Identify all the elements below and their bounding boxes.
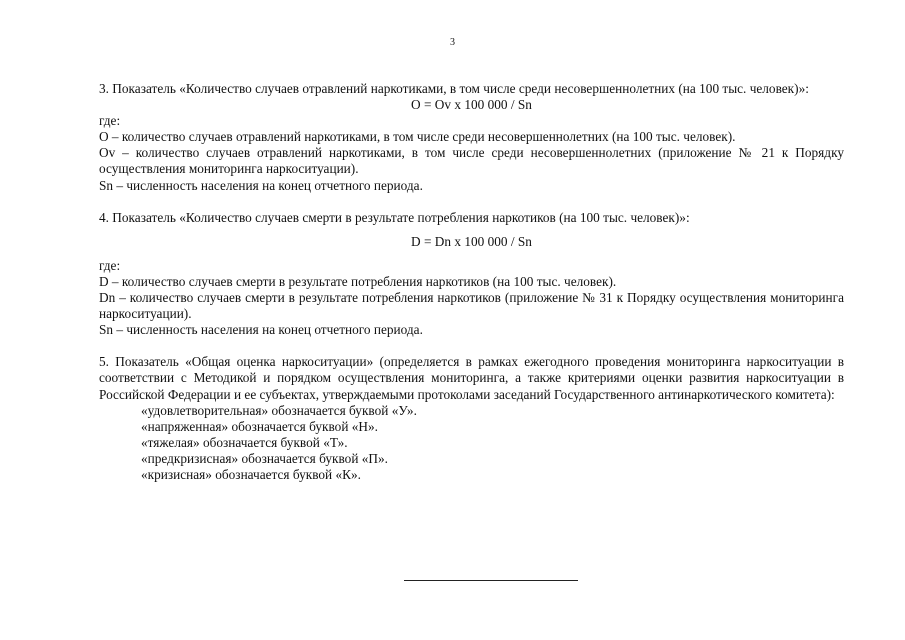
section-4-title: 4. Показатель «Количество случаев смерти в результате потребления наркотиков (на 100 тыс. человек)»: xyxy=(99,209,690,225)
footer-divider xyxy=(404,580,578,581)
page-number: 3 xyxy=(450,37,455,48)
section-3-def-o: O – количество случаев отравлений наркотиками, в том числе среди несовершеннолетних (на 100 тыс. человек). xyxy=(99,129,736,145)
section-4-def-sn: Sn – численность населения на конец отчетного периода. xyxy=(99,322,423,338)
rating-item-n: «напряженная» обозначается буквой «Н». xyxy=(141,418,378,434)
section-4-def-dn: Dn – количество случаев смерти в результате потребления наркотиков (приложение № 31 к Порядку осуществления мониторинга наркоситуации). xyxy=(99,290,844,322)
rating-item-p: «предкризисная» обозначается буквой «П». xyxy=(141,450,388,466)
section-3-where: где: xyxy=(99,113,121,129)
section-4-where: где: xyxy=(99,257,121,273)
section-3-title: 3. Показатель «Количество случаев отравлений наркотиками, в том числе среди несовершеннолетних (на 100 тыс. человек)»: xyxy=(99,81,809,96)
section-3-formula: O = Ov x 100 000 / Sn xyxy=(411,97,532,113)
rating-item-u: «удовлетворительная» обозначается буквой «У». xyxy=(141,402,417,418)
rating-item-k: «кризисная» обозначается буквой «К». xyxy=(141,466,361,482)
spacer xyxy=(99,338,844,354)
spacer xyxy=(99,226,844,234)
spacer xyxy=(99,250,844,258)
section-3-def-ov: Ov – количество случаев отравлений наркотиками, в том числе среди несовершеннолетних (приложение № 21 к Порядку осуществления мониторинга наркоситуации). xyxy=(99,145,844,177)
section-3-def-sn: Sn – численность населения на конец отчетного периода. xyxy=(99,177,423,193)
document-body xyxy=(99,81,844,483)
section-4-def-d: D – количество случаев смерти в результате потребления наркотиков (на 100 тыс. человек). xyxy=(99,273,617,289)
section-5-title: 5. Показатель «Общая оценка наркоситуации» (определяется в рамках ежегодного проведения мониторинга наркоситуации в соответствии с Методикой и порядком осуществления мониторинга, а также критериями оценки развития наркоситуации в Российской Федерации и ее субъектах, утверждаемыми протоколами заседаний Государственного антинаркотического комитета): xyxy=(99,354,844,402)
section-4-formula: D = Dn x 100 000 / Sn xyxy=(411,233,532,249)
spacer xyxy=(99,194,844,210)
rating-item-t: «тяжелая» обозначается буквой «Т». xyxy=(141,434,348,450)
